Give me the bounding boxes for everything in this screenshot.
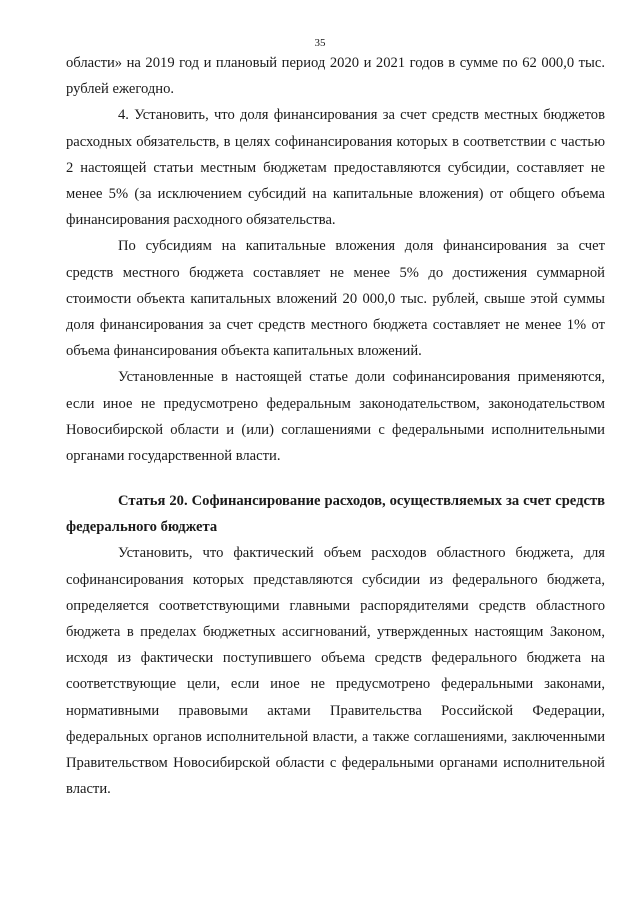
article-19-continuation [66,50,605,469]
paragraph-continuation: области» на 2019 год и плановый период 2020 и 2021 годов в сумме по 62 000,0 тыс. рублей ежегодно. [66,55,605,98]
article-body: Установить, что фактический объем расходов областного бюджета, для софинансирования которых представляются субсидии из федерального бюджета, определяется соответствующими главными распорядителями средств областного бюджета в пределах бюджетных ассигнований, утвержденных настоящим Законом, исходя из фактически поступившего объема средств федерального бюджета на соответствующие цели, если иное не предусмотрено федеральными законами, нормативными правовыми актами Правительства Российской Федерации, федеральных органов исполнительной власти, а также соглашениями, заключенными Правительством Новосибирской области с федеральными органами исполнительной власти. [66,545,605,798]
paragraph-capital-investments: По субсидиям на капитальные вложения доля финансирования за счет средств местного бюджета составляет не менее 5% до достижения суммарной стоимости объекта капитальных вложений 20 000,0 тыс. рублей, свыше этой суммы доля финансирования за счет средств местного бюджета составляет не менее 1% от объема финансирования объекта капитальных вложений. [66,238,605,360]
paragraph-item-4: 4. Установить, что доля финансирования за счет средств местных бюджетов расходных обязательств, в целях софинансирования которых в соответствии с частью 2 настоящей статьи местным бюджетам предоставляются субсидии, составляет не менее 5% (за исключением субсидий на капитальные вложения) от общего объема финансирования расходного обязательства. [66,107,605,229]
article-20 [66,488,605,802]
paragraph-cofinancing-shares: Установленные в настоящей статье доли софинансирования применяются, если иное не предусмотрено федеральным законодательством, законодательством Новосибирской области и (или) соглашениями с федеральными исполнительными органами государственной власти. [66,369,605,465]
article-heading: Статья 20. Софинансирование расходов, осуществляемых за счет средств федерального бюджета [66,493,605,536]
page-number: 35 [314,37,326,49]
